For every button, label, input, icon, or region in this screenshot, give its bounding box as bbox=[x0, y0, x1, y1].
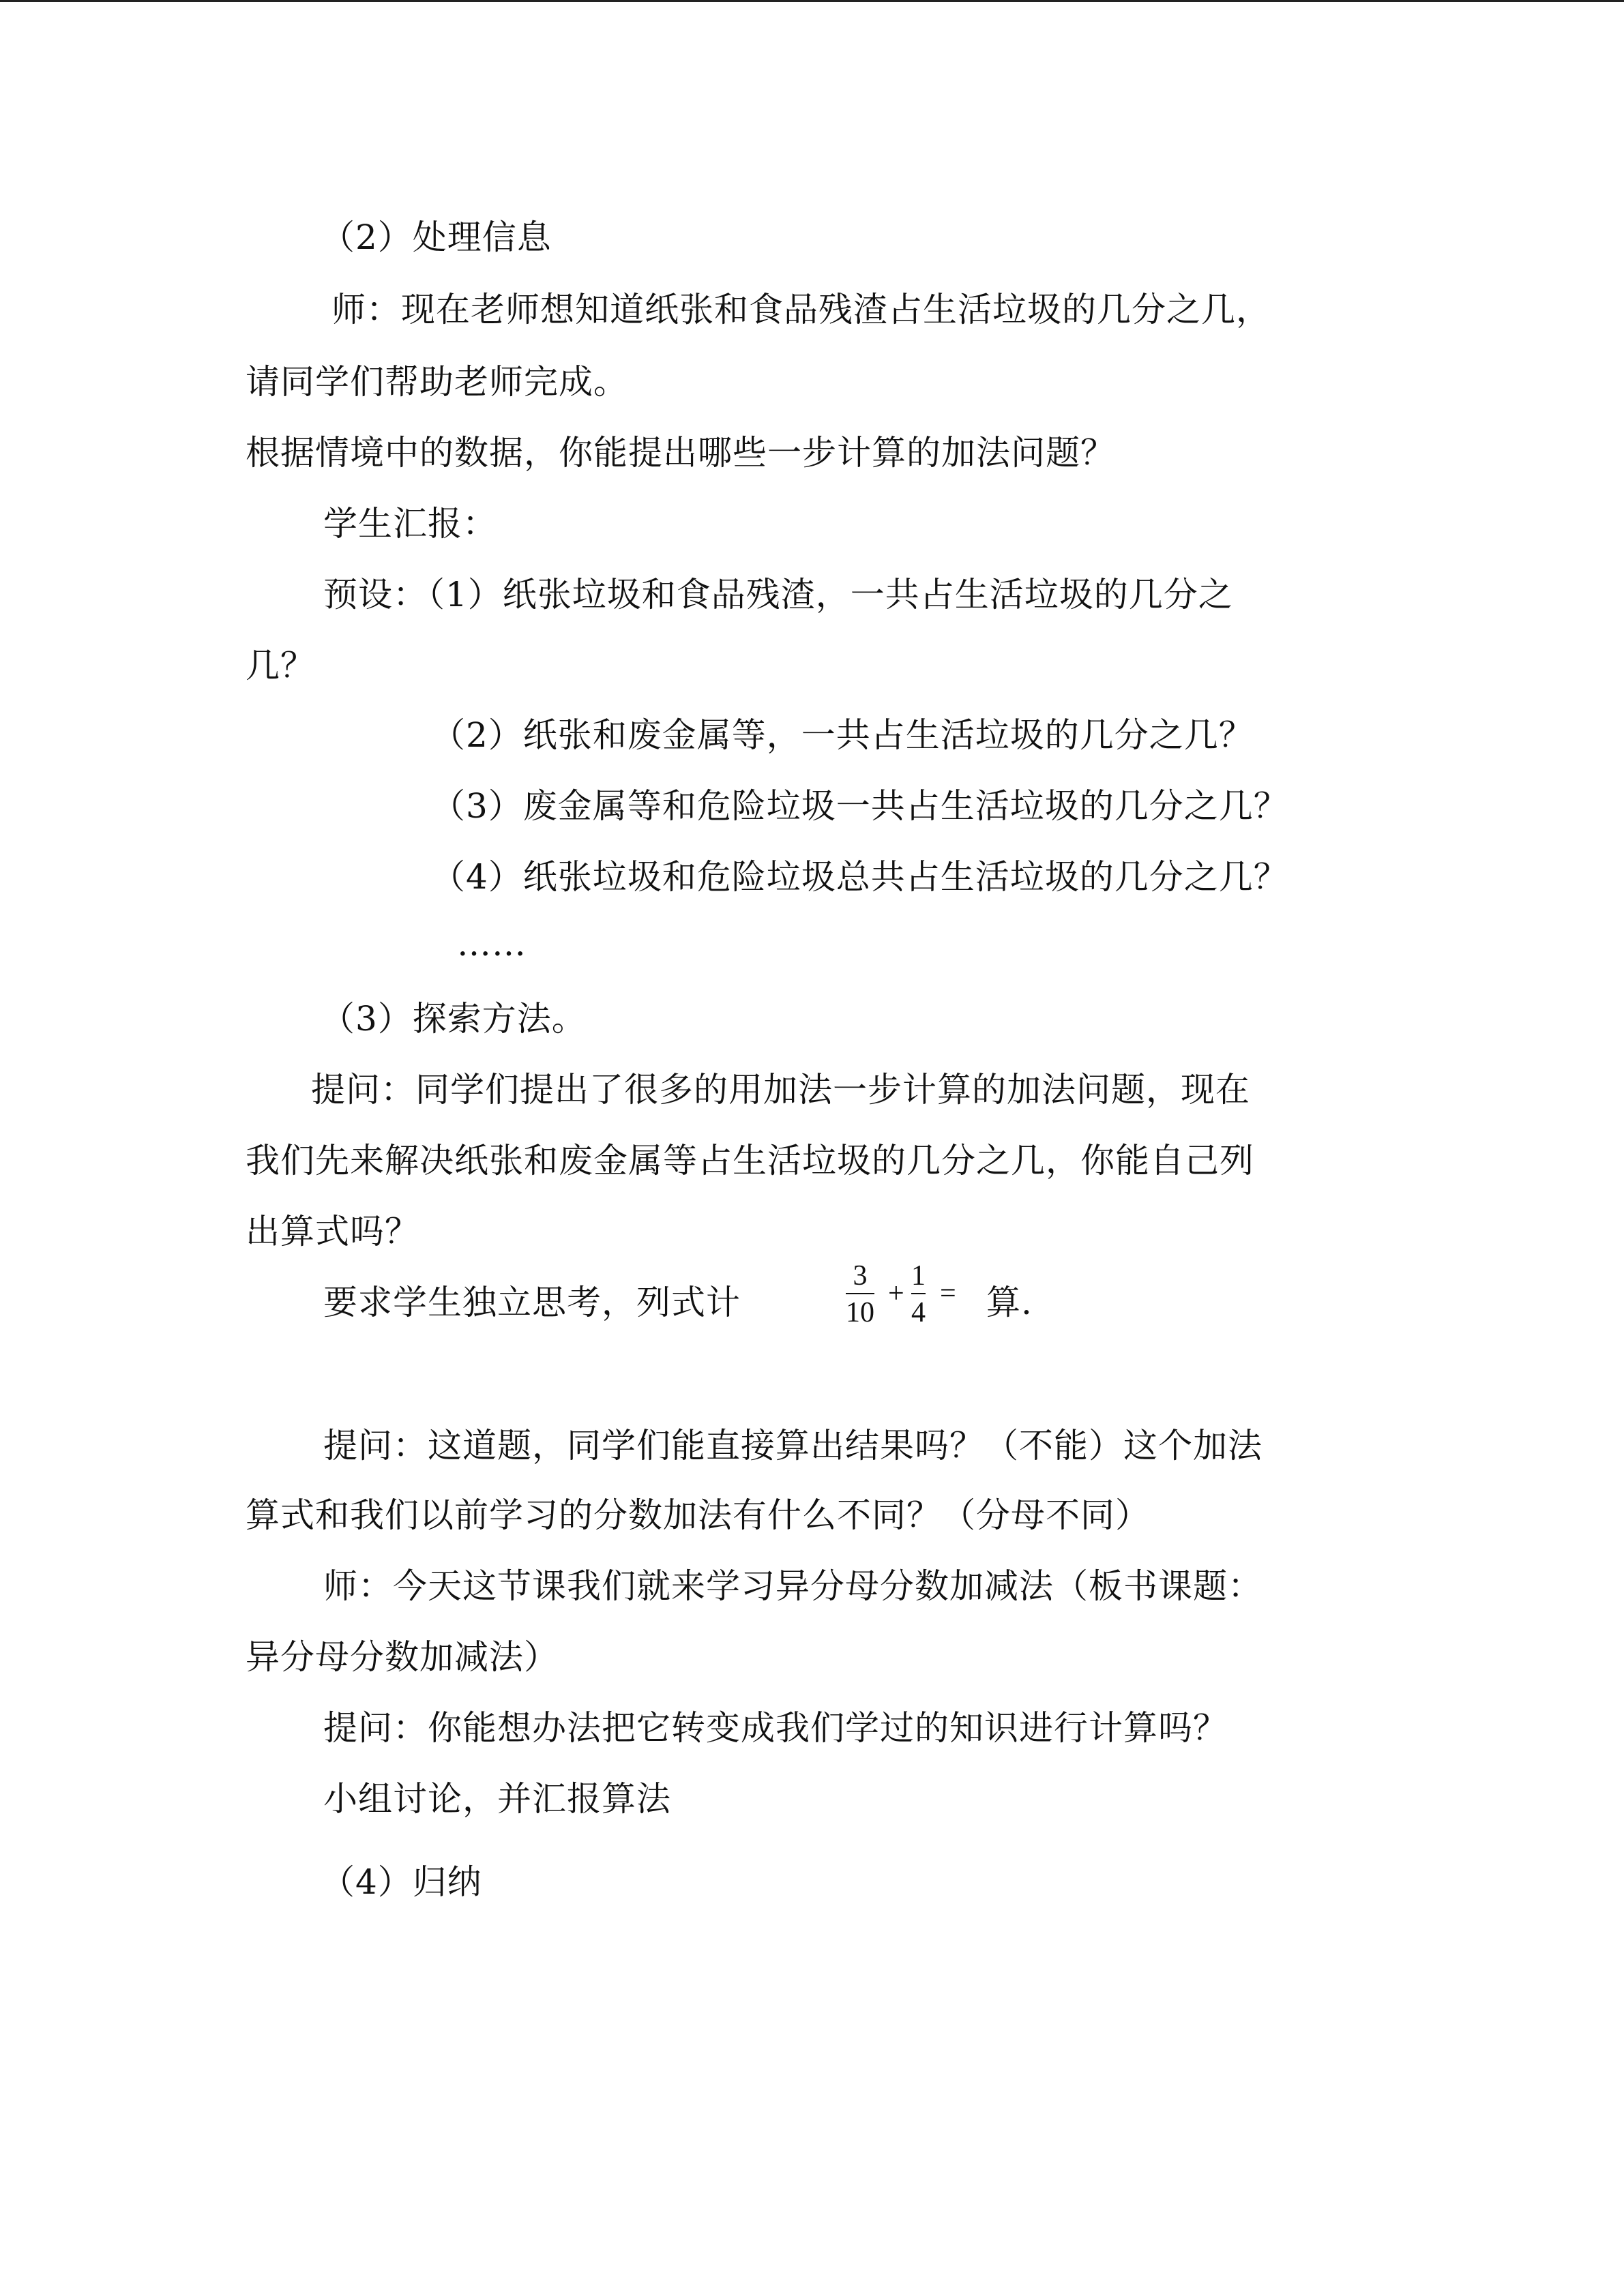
fraction-numerator: 1 bbox=[911, 1260, 926, 1292]
section-heading-explore-method: （3）探索方法。 bbox=[321, 999, 587, 1039]
paragraph-line: 算. bbox=[986, 1283, 1033, 1322]
fraction-numerator: 3 bbox=[853, 1260, 868, 1292]
paragraph-line: 预设：（1）纸张垃圾和食品残渣，一共占生活垃圾的几分之 bbox=[323, 575, 1233, 614]
paragraph-line: 学生汇报： bbox=[323, 504, 497, 543]
paragraph-line: 师：现在老师想知道纸张和食品残渣占生活垃圾的几分之几， bbox=[331, 290, 1271, 329]
ellipsis: …… bbox=[457, 924, 527, 964]
paragraph-line: 出算式吗？ bbox=[246, 1212, 419, 1251]
paragraph-line: 我们先来解决纸张和废金属等占生活垃圾的几分之几，你能自己列 bbox=[246, 1141, 1254, 1180]
paragraph-line: 根据情境中的数据，你能提出哪些一步计算的加法问题？ bbox=[246, 433, 1115, 473]
plus-sign: + bbox=[888, 1278, 904, 1309]
list-item: （4）纸张垃圾和危险垃圾总共占生活垃圾的几分之几？ bbox=[431, 857, 1288, 897]
paragraph-line: 提问：你能想办法把它转变成我们学过的知识进行计算吗？ bbox=[323, 1708, 1228, 1748]
equals-sign: = bbox=[940, 1278, 956, 1309]
paragraph-line: 异分母分数加减法） bbox=[246, 1637, 559, 1677]
fraction-bar bbox=[846, 1293, 874, 1294]
list-item: （3）废金属等和危险垃圾一共占生活垃圾的几分之几？ bbox=[431, 786, 1288, 826]
paragraph-line: 几？ bbox=[246, 646, 315, 685]
fraction-1-4 bbox=[911, 1260, 926, 1328]
page-top-border bbox=[0, 0, 1624, 2]
section-heading-summary: （4）归纳 bbox=[321, 1862, 482, 1902]
fraction-denominator: 4 bbox=[911, 1297, 926, 1328]
section-heading-process-info: （2）处理信息 bbox=[321, 218, 552, 257]
paragraph-line: 提问：同学们提出了很多的用加法一步计算的加法问题，现在 bbox=[311, 1070, 1250, 1109]
paragraph-line: 要求学生独立思考，列式计 bbox=[323, 1283, 741, 1322]
fraction-denominator: 10 bbox=[846, 1297, 874, 1328]
paragraph-line: 算式和我们以前学习的分数加法有什么不同？（分母不同） bbox=[246, 1495, 1150, 1535]
paragraph-line: 小组讨论，并汇报算法 bbox=[323, 1779, 671, 1819]
list-item: （2）纸张和废金属等，一共占生活垃圾的几分之几？ bbox=[431, 715, 1254, 755]
fraction-bar bbox=[911, 1293, 926, 1294]
paragraph-line: 提问：这道题，同学们能直接算出结果吗？（不能）这个加法 bbox=[323, 1426, 1263, 1465]
paragraph-line: 请同学们帮助老师完成。 bbox=[246, 362, 628, 402]
fraction-3-10 bbox=[846, 1260, 874, 1328]
paragraph-line: 师：今天这节课我们就来学习异分母分数加减法（板书课题： bbox=[323, 1566, 1263, 1606]
